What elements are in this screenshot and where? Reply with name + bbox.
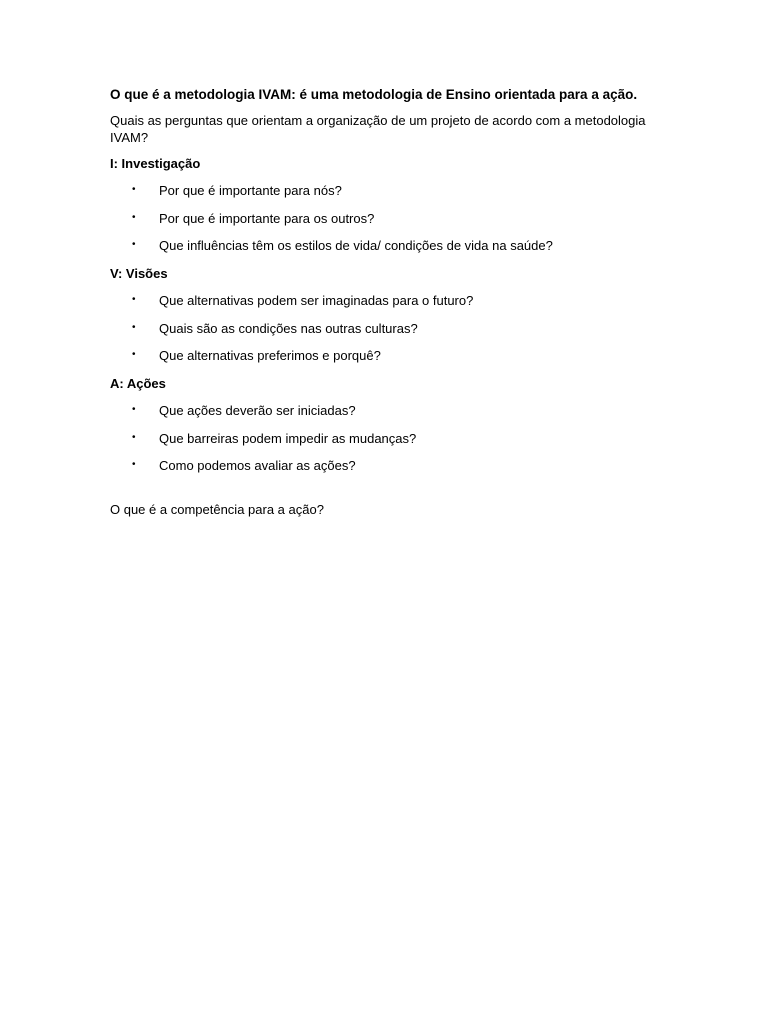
- list-item-text: Que ações deverão ser iniciadas?: [159, 403, 356, 418]
- question-list: [110, 182, 670, 254]
- list-item: [110, 237, 670, 254]
- list-item: [110, 182, 670, 199]
- list-item-text: Quais são as condições nas outras culturas?: [159, 320, 418, 336]
- section-visoes: [110, 265, 670, 364]
- bullet-icon: •: [132, 239, 136, 250]
- list-item: [110, 320, 670, 337]
- list-item: [110, 402, 670, 419]
- list-item-text: Que alternativas preferimos e porquê?: [159, 348, 381, 363]
- bullet-icon: •: [132, 294, 136, 305]
- bullet-icon: •: [132, 349, 136, 360]
- closing-question: O que é a competência para a ação?: [110, 502, 324, 517]
- list-item: [110, 210, 670, 227]
- list-item: [110, 430, 670, 447]
- section-heading: A: Ações: [110, 376, 166, 391]
- list-item-text: Que influências têm os estilos de vida/ condições de vida na saúde?: [159, 238, 553, 253]
- bullet-icon: •: [132, 211, 136, 223]
- bullet-icon: •: [132, 184, 136, 195]
- bullet-icon: •: [132, 459, 136, 470]
- list-item-text: Que barreiras podem impedir as mudanças?: [159, 430, 417, 446]
- section-heading: V: Visões: [110, 266, 168, 281]
- list-item-text: Por que é importante para os outros?: [159, 210, 375, 226]
- bullet-icon: •: [132, 431, 136, 443]
- question-list: [110, 292, 670, 364]
- section-heading: I: Investigação: [110, 156, 201, 171]
- section-acoes: [110, 375, 670, 474]
- list-item: [110, 292, 670, 309]
- list-item-text: Que alternativas podem ser imaginadas para o futuro?: [159, 293, 474, 308]
- bullet-icon: •: [132, 321, 136, 333]
- question-list: [110, 402, 670, 474]
- intro-paragraph: Quais as perguntas que orientam a organização de um projeto de acordo com a metodologia IVAM?: [110, 113, 646, 145]
- list-item: [110, 457, 670, 474]
- section-investigacao: [110, 155, 670, 254]
- list-item-text: Como podemos avaliar as ações?: [159, 458, 356, 473]
- bullet-icon: •: [132, 404, 136, 415]
- list-item: [110, 347, 670, 364]
- list-item-text: Por que é importante para nós?: [159, 183, 342, 198]
- document-title: O que é a metodologia IVAM: é uma metodologia de Ensino orientada para a ação.: [110, 87, 638, 102]
- document-body: [110, 86, 670, 518]
